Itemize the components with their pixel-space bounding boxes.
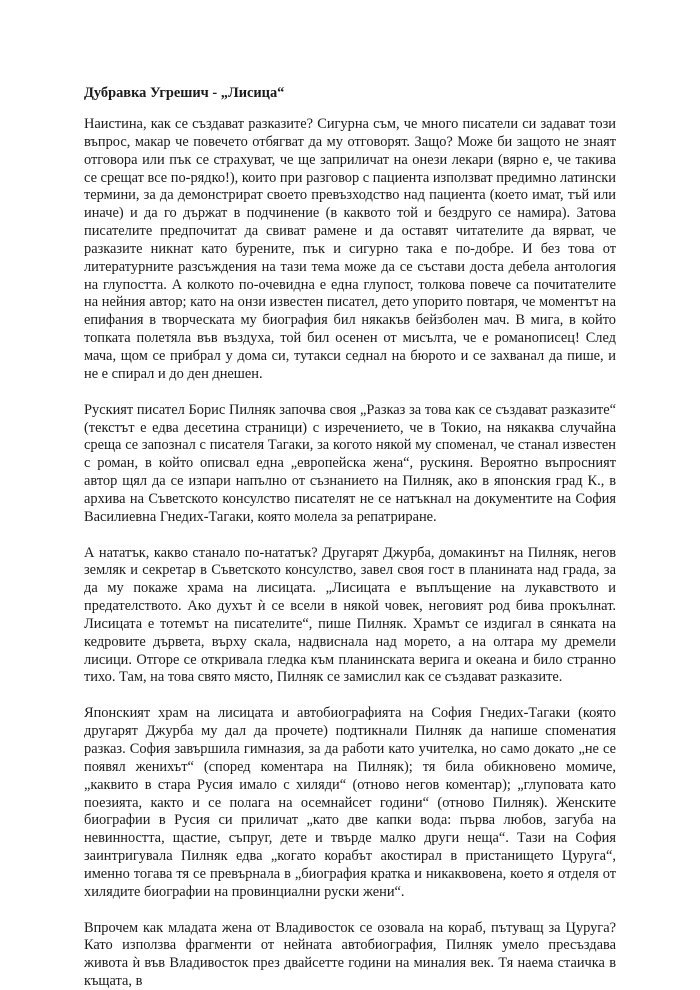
paragraph-3: А нататък, какво станало по-нататък? Другарят Джурба, домакинът на Пилняк, негов земляк и секретар в Съветското консулство, завел своя гост в планината над града, за да му покаже храма на лисицата. „Лисицата е въплъщение на лукавството и предателството. Ако духът ѝ се всели в някой човек, неговият род бива прокълнат. Лисицата е тотемът на писателите“, пише Пилняк. Храмът се издигал в сянката на кедровите дървета, върху скала, надвиснала над морето, а на олтара му дремели лисици. Отгоре се откривала гледка към планинската верига и океана и било странно тихо. Там, на това свято място, Пилняк се замислил как се създават разказите. (84, 544, 616, 686)
paragraph-2: Руският писател Борис Пилняк започва своя „Разказ за това как се създават разказите“ (текстът е едва десетина страници) с изречението, че в Токио, на някаква случайна среща се запознал с писателя Тагаки, за когото някой му споменал, че станал известен с роман, в който описвал една „европейска жена“, рускиня. Вероятно въпросният автор щял да се изпари напълно от съзнанието на Пилняк, ако в японския град К., в архива на Съветското консулство писателят не се натъкнал на документите на София Василиевна Гнедих-Тагаки, която молела за репатриране. (84, 401, 616, 525)
paragraph-5: Впрочем как младата жена от Владивосток се озовала на кораб, пътуващ за Цуруга? Като използва фрагменти от нейната автобиография, Пилняк умело пресъздава живота ѝ във Владивосток през двайсетте години на миналия век. Тя наема стаичка в къщата, в (84, 919, 616, 990)
document-title: Дубравка Угрешич - „Лисица“ (84, 85, 285, 101)
paragraph-4: Японският храм на лисицата и автобиографията на София Гнедих-Тагаки (която другарят Джурба му дал да прочете) подтикнали Пилняк да напише споменатия разказ. София завършила гимназия, за да работи като учителка, но само докато „не се появял женихът“ (според коментара на Пилняк); тя била обикновено момиче, „каквито в стара Русия имало с хиляди“ (отново негов коментар); „глуповата като поезията, както и се полага на осемнайсет години“ (отново Пилняк). Женските биографии в Русия си приличат „като две капки вода: първа любов, загуба на невинността, щастие, съпруг, дете и твърде малко други неща“. Тази на София заинтригувала Пилняк едва „когато корабът акостирал в пристанището Цуруга“, именно тогава тя се превърнала в „биография кратка и никаквовена, което я отделя от хилядите биографии на провинциални руски жени“. (84, 705, 616, 900)
paragraph-1: Наистина, как се създават разказите? Сигурна съм, че много писатели си задават този въпрос, макар че повечето отбягват да му отговорят. Защо? Може би защото не знаят отговора или пък се страхуват, че ще заприличат на онези лекари (вярно е, че такива се срещат все по-рядко!), които при разговор с пациента използват предимно латински термини, за да демонстрират своето превъзходство над пациента (което имат, тъй или иначе) и да го държат в подчинение (в каквото той и бездруго се намира). Затова писателите предпочитат да свиват рамене и да оставят читателите да вярват, че разказите никнат като бурените, пък и сигурно така е по-добре. И без това от литературните разсъждения на тази тема може да се състави доста дебела антология на глупостта. А колкото по-очевидна е една глупост, толкова повече са почитателите на нейния автор; като на онзи известен писател, дето упорито повтаря, че моментът на епифания в творческата му биография бил някакъв бейзболен мач. В мига, в който топката полетяла във въздуха, той бил осенен от мисълта, че е романописец! След мача, щом се прибрал у дома си, тутакси седнал на бюрото и се захванал да пише, и не е спирал и до ден днешен. (84, 116, 616, 382)
